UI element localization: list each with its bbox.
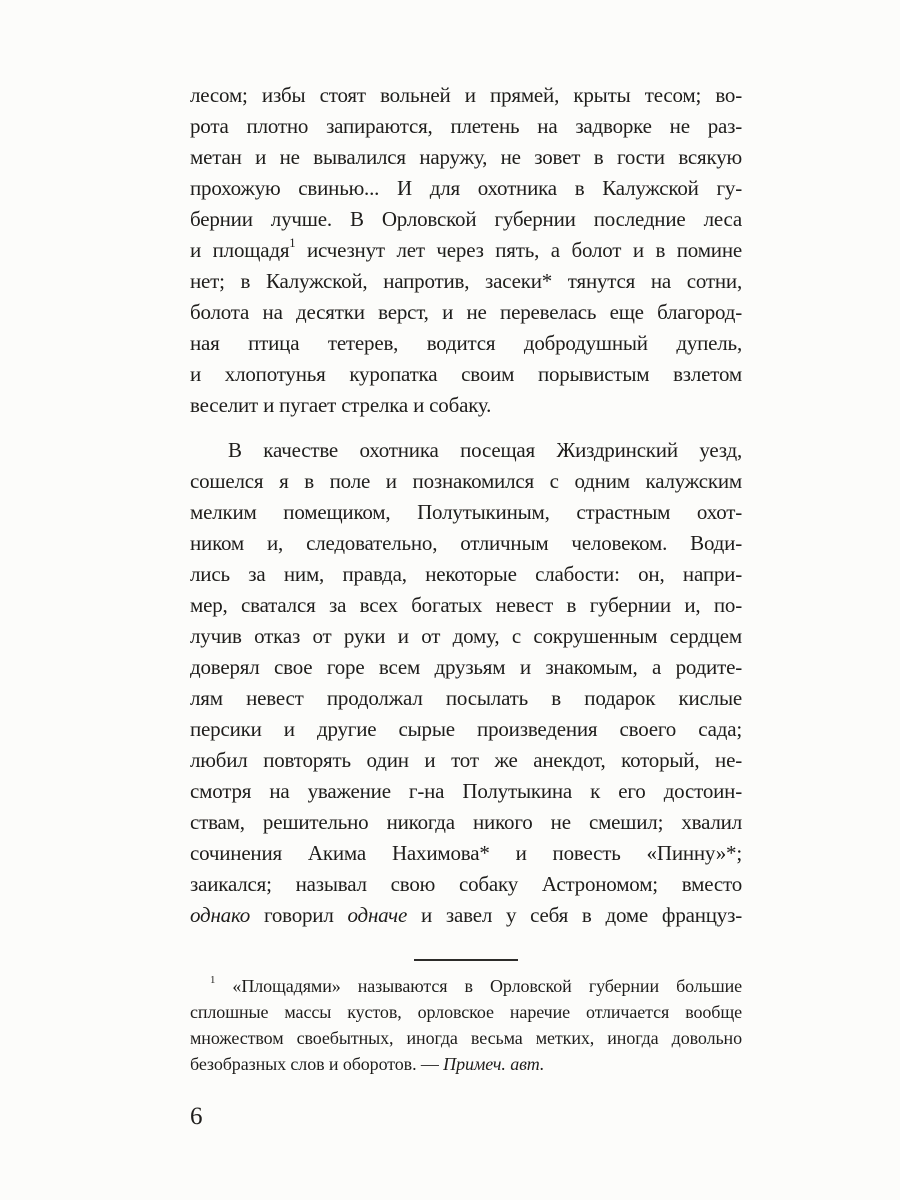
text-line (190, 297, 742, 328)
text-line (190, 807, 742, 838)
text-line (190, 266, 742, 297)
text-segment: сплошные массы кустов, орловское наречие отличается вообще (190, 1002, 742, 1022)
text-line (190, 745, 742, 776)
text-segment: безобразных слов и оборотов. — (190, 1054, 444, 1074)
text-segment: лям невест продолжал посылать в подарок кислые (190, 686, 742, 710)
text-line (190, 173, 742, 204)
text-segment: лись за ним, правда, некоторые слабости: он, напри- (190, 562, 742, 586)
text-line (190, 235, 742, 266)
footnote (190, 973, 742, 1077)
text-line (190, 1025, 742, 1051)
text-segment: ником и, следовательно, отличным человеком. Води- (190, 531, 742, 555)
footnote-reference: 1 (210, 974, 216, 987)
text-line (190, 1051, 742, 1077)
text-segment: любил повторять один и тот же анекдот, который, не- (190, 748, 742, 772)
text-segment: заикался; называл свою собаку Астрономом; вместо (190, 872, 742, 896)
text-line (190, 714, 742, 745)
paragraph (190, 80, 742, 421)
text-segment: и завел у себя в доме француз- (407, 903, 742, 927)
text-line (190, 390, 742, 421)
text-segment: веселит и пугает стрелка и собаку. (190, 393, 492, 417)
text-segment: мелким помещиком, Полутыкиным, страстным охот- (190, 500, 742, 524)
text-line (190, 204, 742, 235)
text-segment: прохожую свинью... И для охотника в Калужской гу- (190, 176, 742, 200)
text-segment: лучив отказ от руки и от дому, с сокрушенным сердцем (190, 624, 742, 648)
text-line (190, 497, 742, 528)
page-number: 6 (190, 1103, 203, 1130)
footnote-divider (414, 959, 518, 961)
text-segment: смотря на уважение г-на Полутыкина к его достоин- (190, 779, 742, 803)
text-segment: «Площадями» называются в Орловской губернии большие (215, 976, 742, 996)
text-line (190, 142, 742, 173)
text-line (190, 776, 742, 807)
text-segment: В качестве охотника посещая Жиздринский уезд, (228, 438, 742, 462)
text-segment: и хлопотунья куропатка своим порывистым взлетом (190, 362, 742, 386)
text-segment: бернии лучше. В Орловской губернии последние леса (190, 207, 742, 231)
text-line (190, 652, 742, 683)
text-segment: сошелся я в поле и познакомился с одним калужским (190, 469, 742, 493)
text-segment: лесом; избы стоят вольней и прямей, крыты тесом; во- (190, 83, 742, 107)
text-line (190, 111, 742, 142)
text-segment: сочинения Акима Нахимова* и повесть «Пинну»*; (190, 841, 742, 865)
text-segment: исчезнут лет через пять, а болот и в помине (295, 238, 742, 262)
text-line (190, 869, 742, 900)
text-line (190, 359, 742, 390)
footnote-paragraph (190, 973, 742, 1077)
text-line (190, 683, 742, 714)
text-segment: персики и другие сырые произведения своего сада; (190, 717, 742, 741)
text-line (190, 435, 742, 466)
text-segment: ная птица тетерев, водится добродушный дупель, (190, 331, 742, 355)
text-segment: болота на десятки верст, и не перевелась еще благород- (190, 300, 742, 324)
text-line (190, 973, 742, 999)
text-line (190, 621, 742, 652)
text-segment: говорил (250, 903, 348, 927)
text-segment: ствам, решительно никогда никого не смешил; хвалил (190, 810, 742, 834)
text-segment: метан и не вывалился наружу, не зовет в гости всякую (190, 145, 742, 169)
text-line (190, 900, 742, 931)
italic-text: однако (190, 903, 251, 927)
text-line (190, 528, 742, 559)
main-text (190, 80, 742, 931)
text-segment: и площадя (190, 238, 290, 262)
italic-text: одначе (347, 903, 408, 927)
italic-text: Примеч. авт. (443, 1054, 545, 1074)
text-segment: мер, сватался за всех богатых невест в губернии и, по- (190, 593, 742, 617)
text-segment: нет; в Калужской, напротив, засеки* тянутся на сотни, (190, 269, 742, 293)
text-segment: рота плотно запираются, плетень на задворке не раз- (190, 114, 742, 138)
text-line (190, 328, 742, 359)
text-line (190, 80, 742, 111)
footnote-reference: 1 (289, 236, 296, 251)
text-segment: доверял свое горе всем друзьям и знакомым, а родите- (190, 655, 742, 679)
text-segment: множеством своебытных, иногда весьма метких, иногда довольно (190, 1028, 742, 1048)
text-line (190, 466, 742, 497)
text-line (190, 999, 742, 1025)
page-text-block (190, 80, 742, 1077)
text-line (190, 590, 742, 621)
paragraph (190, 435, 742, 931)
text-line (190, 559, 742, 590)
text-line (190, 838, 742, 869)
